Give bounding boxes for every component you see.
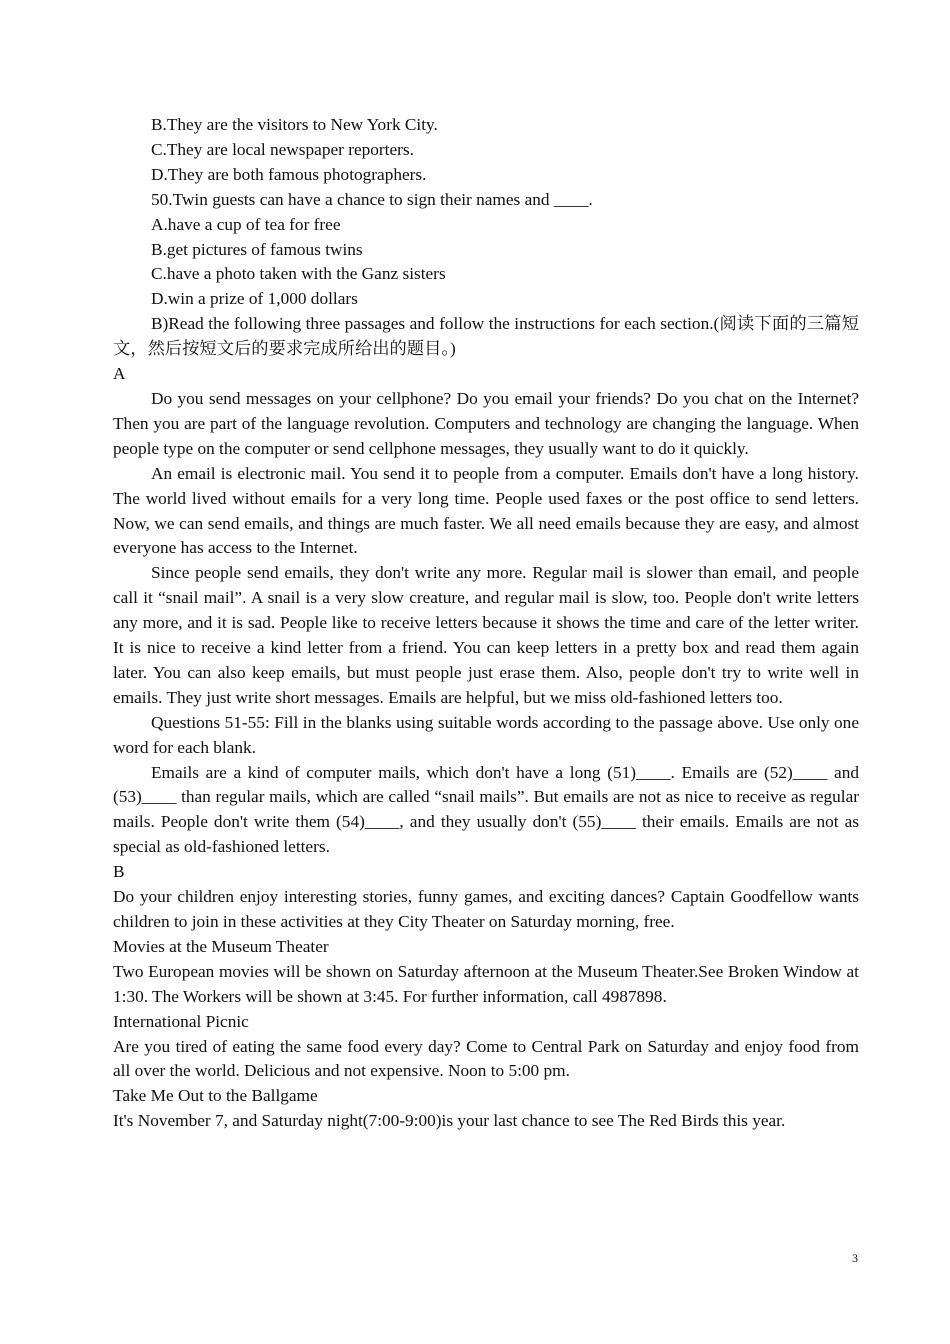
passage-a-paragraph-3: Since people send emails, they don't write any more. Regular mail is slower than email, and people call it “snail mail”. A snail is a very slow creature, and regular mail is slow, too. People don't write letters any more, and it is sad. People like to receive letters because it shows the time and care of the letter writer. It is nice to receive a kind letter from a friend. You can keep letters in a pretty box and read them again later. You can also keep emails, but must people just erase them. Also, people don't try to write well in emails. They just write short messages. Emails are helpful, but we miss old-fashioned letters too.	[113, 563, 859, 707]
passage-a-paragraph-2: An email is electronic mail. You send it to people from a computer. Emails don't have a long history. The world lived without emails for a very long time. People used faxes or the post office to send letters. Now, we can send emails, and things are much faster. We all need emails because they are easy, and almost everyone has access to the Internet.	[113, 463, 859, 558]
passage-a-label: A	[113, 364, 126, 384]
question-50-option-b: B.get pictures of famous twins	[151, 239, 363, 259]
event-text: Two European movies will be shown on Saturday afternoon at the Museum Theater.See Broken Window at 1:30. The Workers will be shown at 3:45. For further information, call 4987898.	[113, 961, 859, 1006]
event-title: Movies at the Museum Theater	[113, 936, 329, 956]
section-b-instruction: B)Read the following three passages and follow the instructions for each section.(阅读下面的三篇短文，然后按短文后的要求完成所给出的题目。)	[113, 314, 859, 359]
event-title: International Picnic	[113, 1011, 249, 1031]
option-d-prev: D.They are both famous photographers.	[151, 164, 427, 184]
event-text: It's November 7, and Saturday night(7:00-9:00)is your last chance to see The Red Birds this year.	[113, 1111, 786, 1131]
questions-51-55-instruction: Questions 51-55: Fill in the blanks using suitable words according to the passage above. Use only one word for each blank.	[113, 712, 859, 757]
passage-b-intro: Do your children enjoy interesting stories, funny games, and exciting dances? Captain Goodfellow wants children to join in these activities at they City Theater on Saturday morning, free.	[113, 887, 859, 931]
event-title: Take Me Out to the Ballgame	[113, 1086, 318, 1106]
passage-a-paragraph-1: Do you send messages on your cellphone? Do you email your friends? Do you chat on the Internet? Then you are part of the language revolution. Computers and technology are changing the language. When people type on the computer or send cellphone messages, they usually want to do it quickly.	[113, 388, 859, 458]
page-number: 3	[852, 1251, 858, 1265]
document-page	[113, 113, 859, 1134]
passage-a-summary-cloze: Emails are a kind of computer mails, which don't have a long (51)____. Emails are (52)____ and (53)____ than regular mails, which are called “snail mails”. But emails are not as nice to receive as regular mails. People don't write them (54)____, and they usually don't (55)____ their emails. Emails are not as special as old-fashioned letters.	[113, 762, 859, 857]
option-c-prev: C.They are local newspaper reporters.	[151, 139, 414, 159]
question-50-stem: 50.Twin guests can have a chance to sign their names and ____.	[151, 189, 593, 209]
option-b-prev: B.They are the visitors to New York City.	[151, 115, 438, 134]
passage-b-label: B	[113, 862, 125, 882]
question-50-option-a: A.have a cup of tea for free	[151, 214, 341, 234]
question-50-option-d: D.win a prize of 1,000 dollars	[151, 289, 358, 309]
question-50-option-c: C.have a photo taken with the Ganz sisters	[151, 264, 446, 284]
event-text: Are you tired of eating the same food every day? Come to Central Park on Saturday and enjoy food from all over the world. Delicious and not expensive. Noon to 5:00 pm.	[113, 1036, 859, 1081]
